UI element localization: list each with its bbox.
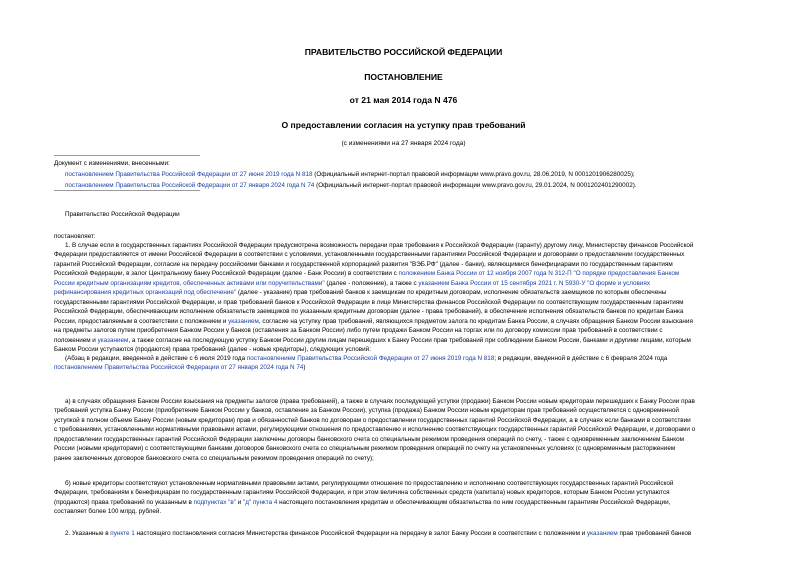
body-text: государственными гарантиями Российской Федерации, и прав требований банков к Российской Федерации в лице Министерства финансов Российской Федерации по соответствующим государственным гарантиям [54, 298, 684, 306]
subparagraph-a-line [65, 397, 695, 406]
paragraph-1-line [54, 260, 673, 269]
reference-link[interactable]: указанием Банка России от 15 сентября 2021 г. N 5930-У "О форме и условиях [418, 279, 650, 287]
body-text: Российской Федерации, обеспечивающим исполнение обязательств заемщиков по указанным кредитным договорам (далее - права требований), в обеспечение исполнения обязательств банков по кредитам Банка [54, 308, 684, 316]
paragraph-2-line [65, 529, 691, 538]
body-text: положением и [54, 336, 98, 344]
paragraph-1-line [54, 307, 683, 316]
paragraph-1-edit-note-line [65, 354, 667, 363]
subparagraph-a-line [54, 435, 684, 444]
reference-link[interactable]: пункте 1 [110, 530, 135, 537]
body-text: и [235, 498, 243, 506]
body-text: прав требований банков [617, 530, 692, 537]
revision-note: (с изменениями на 27 января 2024 года) [341, 140, 466, 147]
divider-bottom [54, 190, 200, 191]
amendment-item [65, 170, 635, 179]
amendment-source: (Официальный интернет-портал правовой информации www.pravo.gov.ru, 28.06.2019, N 0001201906280025); [312, 171, 635, 178]
paragraph-1-line [54, 317, 693, 326]
body-text: России, предоставляемым в соответствии с положением и [54, 317, 229, 325]
body-text: уступкой в полном объеме Банку России (новым кредиторам) прав и обязанностей банков по договорам о предоставлении государственных гарантий Российской Федерации, а в случаях если банками в соответствии [54, 416, 691, 424]
body-text: Федерации, требованиям к бенефициарам по государственным гарантиям Российской Федерации, и при этом величина собственных средств (капитала) новых кредиторов, которым Банком России уступаются [54, 489, 670, 497]
body-text: , а также согласие на последующую уступку Банком России другим лицам перешедших к Банку России прав требований при соблюдении Банком России, банками и другими лицами, которым [128, 336, 691, 344]
paragraph-1-edit-note-line [54, 363, 305, 372]
government-heading: ПРАВИТЕЛЬСТВО РОССИЙСКОЙ ФЕДЕРАЦИИ [304, 47, 503, 57]
subparagraph-a-line [54, 406, 679, 415]
paragraph-1-line [54, 298, 684, 307]
body-text: России (новыми кредиторами) с соответствующими банками договоров банковского счета со специальным режимом проведения операций по счету на установленных условиях (с одновременным расторжением [54, 445, 676, 453]
body-text: а) в случаях обращения Банком России взыскания на предметы залогов (права требований), а также в случаях последующей уступки (продажи) Банком России новым кредиторам перешедших к Банку России прав [65, 398, 695, 405]
document-type: ПОСТАНОВЛЕНИЕ [364, 72, 443, 82]
document-title: О предоставлении согласия на уступку прав требований [281, 120, 526, 130]
body-text: составляет более 100 млрд. рублей. [54, 508, 162, 516]
body-text: (Абзац в редакции, введенной в действие с 6 июля 2019 года [65, 355, 247, 362]
subparagraph-b-line [65, 479, 673, 488]
paragraph-1-line [54, 336, 691, 345]
body-text: предоставлении государственных гарантий Российской Федерации заключены договоры банковского счета со специальным режимом проведения операций по счету, - также с одновременным заключением Банком [54, 435, 684, 443]
subparagraph-b-line [54, 498, 670, 507]
reference-link[interactable]: "д" пункта 4 [242, 498, 278, 506]
amendments-intro: Документ с изменениями, внесенными: [54, 160, 170, 167]
body-text: настоящего постановления согласия Министерства финансов Российской Федерации на передачу в залог Банку России в соответствии с положением и [134, 530, 588, 537]
reference-link[interactable]: постановлением Правительства Российской Федерации от 27 июня 2019 года N 818 [246, 355, 495, 362]
paragraph-1-line [54, 288, 666, 297]
body-text: (далее - положение), а также с [324, 279, 419, 287]
reference-link[interactable]: указанием [587, 530, 618, 537]
body-text: требований уступка Банку России (приобретение Банком России у банков, оставление за Банком России), уступка (продажа) Банком России новым кредиторам прав требований осуществляется с одновременной [54, 407, 679, 415]
body-text: 1. В случае если в государственных гарантиях Российской Федерации предусмотрена возможность передачи прав требования к Российской Федерации (гаранту) другому лицу, Министерству финансов Российской [65, 242, 694, 249]
body-text: Федерации предоставляется от имени Российской Федерации в соответствии с условиями, установленными государственными гарантиями Российской Федерации и договорами о предоставлении государственных [54, 251, 685, 259]
body-text: (далее - указание) прав требований банков к заемщикам по кредитным договорам, исполнение обязательств заемщиков по которым обеспечены [236, 289, 667, 297]
body-text: 2. Указанные в [65, 530, 111, 537]
body-text: Российской Федерации, в залог Центральному банку Российской Федерации (далее - Банк России) в соответствии с [54, 270, 399, 278]
paragraph-1-line [65, 241, 693, 250]
subparagraph-a-line [54, 444, 675, 453]
body-text: ) [303, 364, 306, 372]
document-date-number: от 21 мая 2014 года N 476 [349, 95, 458, 105]
subparagraph-a-line [54, 454, 374, 463]
body-text: ; в редакции, введенной в действие с 6 февраля 2024 года [494, 355, 668, 362]
subparagraph-b-line [54, 488, 670, 497]
amendment-source: (Официальный интернет-портал правовой информации www.pravo.gov.ru, 29.01.2024, N 0001202401290002). [314, 182, 637, 189]
reference-link[interactable]: рефинансирования кредитных организаций под обеспечение" [54, 289, 237, 297]
reference-link[interactable]: России кредитным организациям кредитов, обеспеченных активами или поручительствами" [54, 279, 325, 287]
reference-link[interactable]: указанием [228, 317, 259, 325]
paragraph-1-line [54, 269, 679, 278]
subparagraph-b-line [54, 507, 161, 516]
divider-top [54, 155, 200, 156]
reference-link[interactable]: подпунктах "в" [193, 498, 236, 506]
subparagraph-a-line [54, 425, 695, 434]
body-text: настоящего постановления кредитам и обеспечивающим обязательства по ним государственным гарантиям Российской Федерации, [277, 498, 671, 506]
paragraph-1-line [54, 279, 650, 288]
reference-link[interactable]: постановлением Правительства Российской Федерации от 27 января 2024 года N 74 [54, 364, 304, 372]
body-text: на предметы залогов путем приобретения Банком России у банков (оставления за Банком России) либо путем продажи Банком России на торгах или по договору комиссии прав требований в соответствии с [54, 327, 663, 335]
subparagraph-a-line [54, 416, 691, 425]
body-text: с требованиями, установленными нормативными правовыми актами, регулирующими отношения по предоставлению и исполнению соответствующих государственных гарантий Российской Федерации, и договорами о [54, 426, 696, 434]
body-text: гарантий Российской Федерации, согласие на передачу российскими банками и государственной корпорацией развития "ВЭБ.РФ" (далее - банки), являющимися бенефициарами по государственным гарантиям [54, 260, 673, 268]
reference-link[interactable]: положением Банка России от 12 ноября 2007 года N 312-П "О порядке предоставления Банком [398, 270, 680, 278]
paragraph-1-line [54, 345, 371, 354]
amendment-link[interactable]: постановлением Правительства Российской Федерации от 27 января 2024 года N 74 [65, 182, 315, 189]
decree-word: постановляет: [54, 233, 96, 240]
body-text: Банком России уступаются (продаются) права требований (далее - новые кредиторы), следующих условий: [54, 345, 371, 353]
reference-link[interactable]: указанием [97, 336, 129, 344]
body-text: (продаются) права требований по указанным в [54, 498, 194, 506]
amendment-link[interactable]: постановлением Правительства Российской Федерации от 27 июня 2019 года N 818 [65, 171, 313, 178]
body-text: , согласие на уступку прав требований, являющихся предметом залога по кредитам Банка России, в случаях обращения Банком России взыскания [258, 317, 693, 325]
paragraph-1-line [54, 250, 684, 259]
paragraph-1-line [54, 326, 663, 335]
amendment-item [65, 181, 637, 190]
body-text: б) новые кредиторы соответствуют установленным нормативными правовыми актами, регулирующими отношения по предоставлению и исполнению соответствующих государственных гарантий Российской [65, 480, 674, 487]
preamble-text: Правительство Российской Федерации [65, 211, 180, 218]
body-text: ранее заключенных договоров банковского счета со специальным режимом проведения операций по счету); [54, 454, 374, 462]
